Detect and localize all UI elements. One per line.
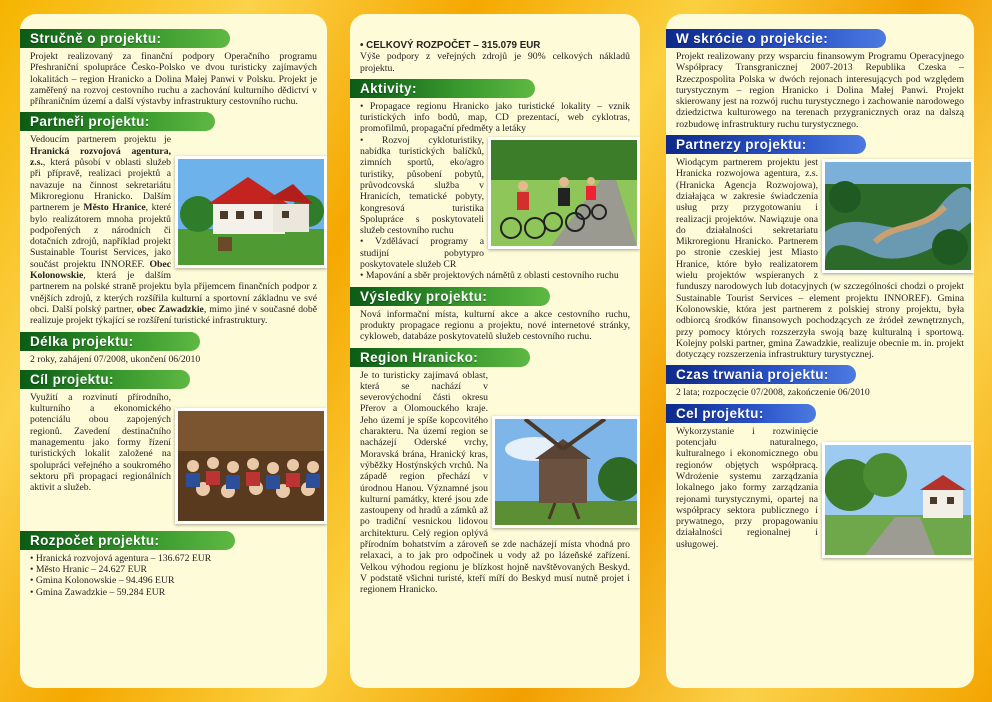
- about-text-cz: Projekt realizovaný za finanční podpory Operačního programu Přeshraniční spolupráce Česko-Polsko ve dvou turisticky zajímavých lokalitách – region Hranicko a Dolina Małej Panwi v Polsku. Projekt je zaměřený na rozvoj cestovního ruchu a zachování kulturního dědictví v příhraničním území a další výstavby infrastruktury cestovního ruchu.: [30, 51, 317, 108]
- heading-activities: Aktivity:: [350, 79, 535, 98]
- goal-text-pl: Wykorzystanie i rozwinięcie potencjału naturalnego, kulturalnego i ekonomicznego obu regionów objętych współpracą. Wdrożenie systemu zarządzania lokalnego jako formy zarządzania rejonami turystycznymi, opartej na współpracy sektora publicznego i prywatnego, przy propagowaniu działalności regionalnej i usługowej.: [676, 426, 964, 550]
- results-text: Nová informační místa, kulturní akce a akce cestovního ruchu, produkty propagace regionu a projektu, nové internetové stránky, cykloweb, databáze poskytovatelů služeb cestovního ruchu.: [360, 308, 630, 343]
- river-photo: [822, 159, 974, 273]
- list-item: • Gmina Zawadzkie – 59.284 EUR: [30, 587, 317, 598]
- region-text: Je to turisticky zajímavá oblast, která se nachází v severovýchodní části okresu Přerov a Olomouckého kraje. Jeho území je spíše kopcovitého charakteru. Na území region se nacházejí Oderské vrchy, Moravská brána, Hranický kras, výběžky Hostýnských vrchů. Na západě region přechází v úrodnou Hanou. Významné jsou kulturní památky, které jsou zde zastoupeny od hradů a zámků až po tradiční vesnickou lidovou architekturu. Celý region oplývá přírodním bohatstvím a zároveň se zde nacházejí místa vhodná pro relaxaci, a to jak pro odpočinek u vody až po lázeňské zařízení. Velkou výhodou regionu je blízkost hojně navštěvovaných Beskyd. V podstatě všichni turisté, kteří míří do Beskyd musí nutně projet i regionem Hranicko.: [360, 370, 630, 596]
- list-item: • Vzdělávací programy a studijní pobytypro poskytovatele služeb CR: [360, 236, 630, 270]
- list-item: • Město Hranic – 24.627 EUR: [30, 564, 317, 575]
- heading-goal-pl: Cel projektu:: [666, 404, 816, 423]
- list-item: • Rozvoj cykloturistiky, nabídka turistických balíčků, zimních sportů, eko/agro turistiky, působení pobytů, průvodcovská služba v Hranicích, tematické pobyty, kongresová turistika Spolupráce s poskytovateli služeb cestovního ruchu: [360, 135, 630, 237]
- polish-panel: [666, 14, 974, 688]
- heading-partners-pl: Partnerzy projektu:: [666, 135, 866, 154]
- total-budget: • CELKOVÝ ROZPOČET – 315.079 EUR: [360, 40, 541, 51]
- czech-panel-middle: [350, 14, 640, 688]
- list-item: • Hranická rozvojová agentura – 136.672 EUR: [30, 553, 317, 564]
- heading-about-pl: W skrócie o projekcie:: [666, 29, 886, 48]
- partners-text-cz: Vedoucím partnerem projektu je Hranická rozvojová agentura, z.s., která působí v oblasti služeb při přípravě, realizaci projektů a navazuje na činnost sekretariátu Mikroregionu Hranicko. Dalším partnerem je Město Hranice, které bylo realizátorem mnoha projektů podpořených z národních či dotačních zdrojů, například projekt Sustainable Tourist Services, jako součást projektu INNOREF. Obec Kolonowskie, která je dalším partnerem na polské straně projektu byla příjemcem finančních podpor z vnějších zdrojů, z kterých rozšířila kulturní a sportovní základnu ve své obci. Další polský partner, obec Zawadzkie, mimo jiné v současné době realizuje projekt týkající se rozšíření turistické infrastruktury.: [30, 134, 317, 326]
- heading-budget-cz: Rozpočet projektu:: [20, 531, 235, 550]
- house-photo: [175, 156, 327, 268]
- heading-partners-cz: Partneři projektu:: [20, 112, 215, 131]
- heading-results: Výsledky projektu:: [350, 287, 550, 306]
- heading-duration-pl: Czas trwania projektu:: [666, 365, 856, 384]
- duration-text-pl: 2 lata; rozpoczęcie 07/2008, zakończenie 06/2010: [676, 387, 870, 399]
- cyclists-photo: [488, 137, 640, 249]
- heading-length-cz: Délka projektu:: [20, 332, 200, 351]
- audience-photo: [175, 408, 327, 524]
- village-photo: [822, 442, 974, 558]
- heading-region: Region Hranicko:: [350, 348, 530, 367]
- length-text-cz: 2 roky, zahájení 07/2008, ukončení 06/2010: [30, 353, 201, 365]
- goal-text-cz: Využití a rozvinutí přírodního, kulturního a ekonomického potenciálu obou zapojených regionů. Zavedení destinačního managementu jako formy řízení turistických lokalit založené na spolupráci veřejného a soukromého sektoru při propagaci regionálních aktivit a služeb.: [30, 392, 317, 494]
- windmill-photo: [492, 416, 640, 528]
- heading-about-cz: Stručně o projektu:: [20, 29, 230, 48]
- list-item: • Gmina Kolonowskie – 94.496 EUR: [30, 575, 317, 586]
- partners-text-pl: Wiodącym partnerem projektu jest Hranicka rozwojowa agentura, z.s. (Hranicka Agencja Rozwojowa), działająca w zakresie świadczenia usług przy przygotowaniu i realizacji projektów. Nawiązuje ona do działalności sekretariatu Mikroregionu Hranicko. Partnerem po stronie czeskiej jest Miasto Hranice, które było realizatorem wielu projektów wspieranych z funduszy narodowych lub dotacyjnych (w szczególności chodzi o projekt Sustainable Tourist Services – element projektu INNOREF). Gmina Kolonowskie, która jest partnerem z polskiej strony projektu, była odbiorcą środków finansowych pochodzących ze źródeł zewnętrznych, przy pomocy których rozszerzyła swoją bazę kulturalną i sportową. Kolejny polski partner, gmina Zawadzkie, realizuje obecnie m. in. projekt dotyczący rozszerzenia infrastruktury turystycznej.: [676, 157, 964, 360]
- activities-list: [360, 101, 630, 282]
- total-note: Výše podpory z veřejných zdrojů je 90% celkových nákladů projektu.: [360, 51, 630, 74]
- heading-goal-cz: Cíl projektu:: [20, 370, 190, 389]
- about-text-pl: Projekt realizowany przy wsparciu finansowym Programu Operacyjnego Współpracy Transgranicznej 2007-2013 Republika Czeska – Rzeczpospolita Polska w dwóch rejonach interesujących pod względem turystycznym – region Hranicko i Dolina Małej Panwi. Projekt skierowany jest na rozwój ruchu turystycznego i zachowanie narodowego dziedzictwa kulturowego na terenach przygranicznych oraz na dalszą rozbudowę infrastruktury ruchu turystycznego.: [676, 51, 964, 130]
- czech-panel-left: [20, 14, 327, 688]
- budget-list-cz: [30, 553, 317, 598]
- list-item: • Mapování a sběr projektových námětů z oblasti cestovního ruchu: [360, 270, 630, 281]
- list-item: • Propagace regionu Hranicko jako turistické lokality – vznik turistických info bodů, map, CD prezentací, web cyklotras, promofilmů, propagační předměty a letáky: [360, 101, 630, 135]
